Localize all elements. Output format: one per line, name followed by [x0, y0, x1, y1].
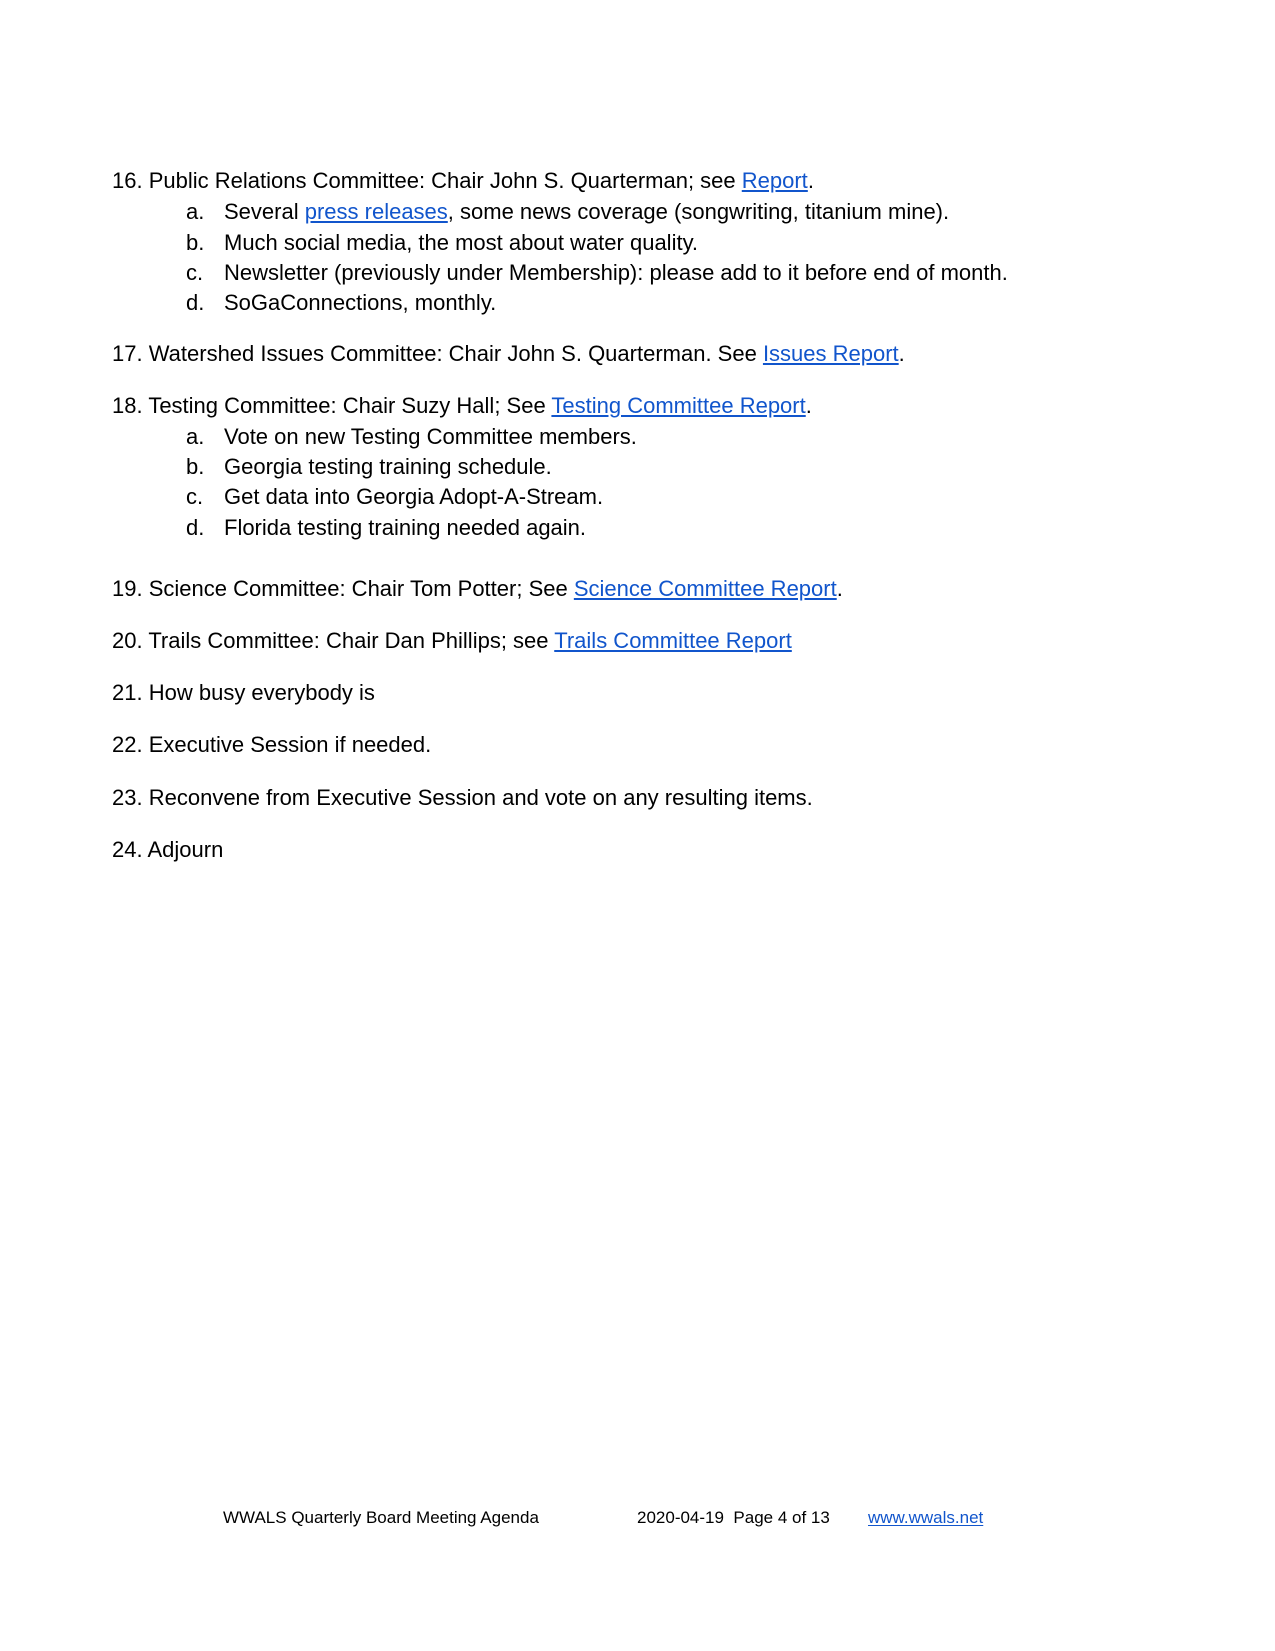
agenda-item-24	[112, 837, 223, 863]
sub-letter: a.	[186, 424, 205, 449]
item-number: 18.	[112, 393, 143, 418]
item-number: 19.	[112, 576, 143, 601]
footer-title: WWALS Quarterly Board Meeting Agenda	[223, 1508, 539, 1527]
item-text: Watershed Issues Committee: Chair John S. Quarterman. See	[148, 341, 763, 366]
item-number: 24.	[112, 837, 143, 862]
subitem-16c	[186, 260, 1008, 286]
sub-text: Georgia testing training schedule.	[224, 454, 552, 479]
footer-date-page: 2020-04-19 Page 4 of 13	[637, 1508, 830, 1527]
sub-letter: d.	[186, 515, 205, 540]
sub-letter: b.	[186, 230, 205, 255]
agenda-item-20	[112, 628, 792, 654]
subitem-16a	[186, 199, 949, 225]
sub-text: Florida testing training needed again.	[224, 515, 587, 540]
agenda-item-19	[112, 576, 843, 602]
press-releases-link[interactable]: press releases	[304, 199, 448, 224]
subitem-16d	[186, 290, 496, 316]
item-number: 20.	[112, 628, 143, 653]
subitem-16b	[186, 230, 698, 256]
sub-letter: d.	[186, 290, 205, 315]
item-number: 21.	[112, 680, 143, 705]
subitem-18a	[186, 424, 637, 450]
item-punct: .	[836, 576, 843, 601]
agenda-item-22	[112, 732, 431, 758]
science-committee-report-link[interactable]: Science Committee Report	[573, 576, 837, 601]
item-punct: .	[807, 168, 814, 193]
sub-letter: c.	[186, 484, 204, 509]
sub-text: Several	[224, 199, 305, 224]
item-text: How busy everybody is	[148, 680, 375, 705]
issues-report-link[interactable]: Issues Report	[762, 341, 899, 366]
subitem-18d	[186, 515, 586, 541]
footer-website-link[interactable]: www.wwals.net	[868, 1508, 984, 1527]
agenda-item-18	[112, 393, 812, 419]
item-text: Reconvene from Executive Session and vote on any resulting items.	[148, 785, 813, 810]
sub-text: Get data into Georgia Adopt-A-Stream.	[224, 484, 604, 509]
item-number: 16.	[112, 168, 143, 193]
sub-text: Newsletter (previously under Membership): please add to it before end of month.	[224, 260, 1008, 285]
item-text: Adjourn	[147, 837, 224, 862]
report-link[interactable]: Report	[741, 168, 808, 193]
testing-committee-report-link[interactable]: Testing Committee Report	[551, 393, 806, 418]
subitem-18c	[186, 484, 603, 510]
item-text: Science Committee: Chair Tom Potter; See	[148, 576, 574, 601]
item-punct: .	[898, 341, 905, 366]
sub-text: SoGaConnections, monthly.	[224, 290, 497, 315]
subitem-18b	[186, 454, 552, 480]
sub-letter: c.	[186, 260, 204, 285]
item-punct: .	[805, 393, 812, 418]
item-text: Trails Committee: Chair Dan Phillips; see	[148, 628, 555, 653]
item-number: 17.	[112, 341, 143, 366]
item-text: Testing Committee: Chair Suzy Hall; See	[148, 393, 552, 418]
sub-text: Vote on new Testing Committee members.	[224, 424, 637, 449]
item-text: Public Relations Committee: Chair John S. Quarterman; see	[148, 168, 742, 193]
trails-committee-report-link[interactable]: Trails Committee Report	[554, 628, 792, 653]
sub-letter: b.	[186, 454, 205, 479]
item-number: 23.	[112, 785, 143, 810]
agenda-item-16	[112, 168, 814, 194]
agenda-item-23	[112, 785, 813, 811]
sub-text-after: , some news coverage (songwriting, titanium mine).	[447, 199, 950, 224]
item-number: 22.	[112, 732, 143, 757]
item-text: Executive Session if needed.	[148, 732, 432, 757]
agenda-item-17	[112, 341, 905, 367]
sub-text: Much social media, the most about water quality.	[224, 230, 699, 255]
agenda-item-21	[112, 680, 375, 706]
sub-letter: a.	[186, 199, 205, 224]
